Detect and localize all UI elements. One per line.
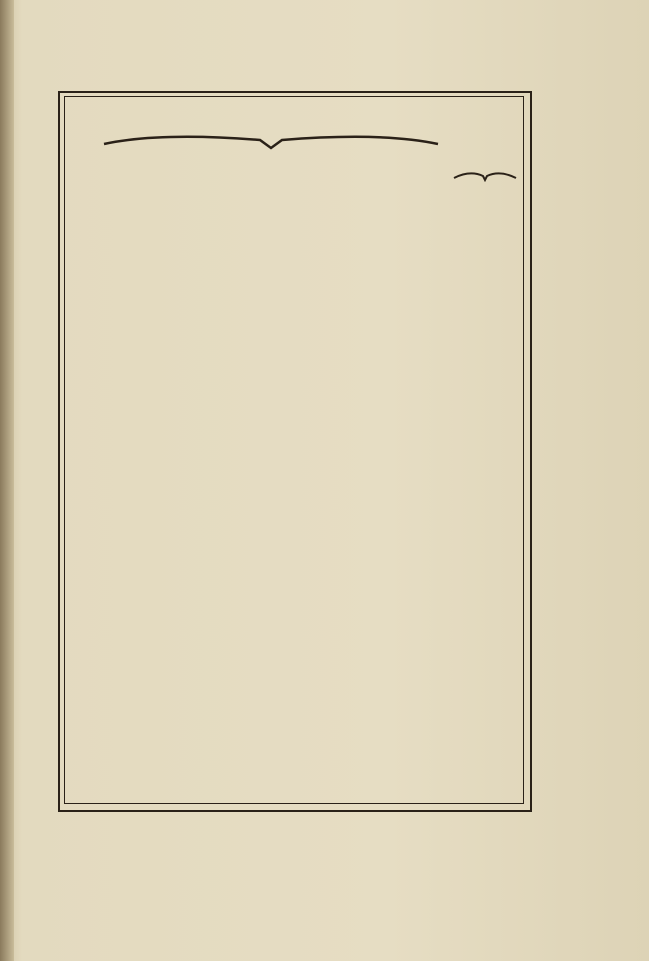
book-gutter [0,0,14,961]
table-frame-inner [64,96,524,804]
brace-decoration [100,130,442,152]
semid-brace-decoration [450,168,520,182]
